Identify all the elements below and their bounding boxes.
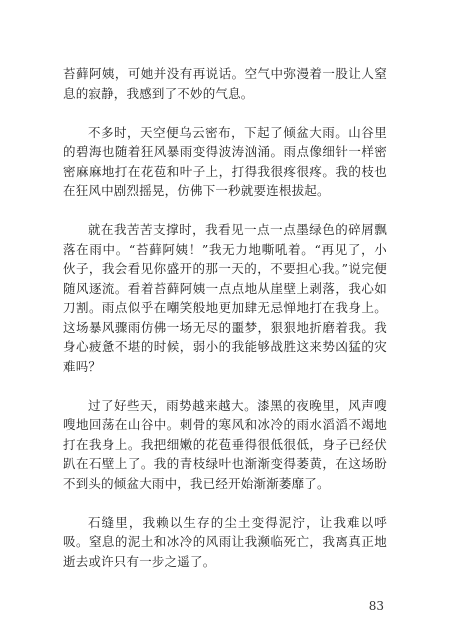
paragraph-4: 过了好些天，雨势越来越大。漆黑的夜晚里，风声嗖嗖地回荡在山谷中。刺骨的寒风和冰冷的雨水滔滔不竭地打在我身上。我把细嫩的花苞垂得很低很低，身子已经伏趴在石壁上了。我的青枝绿叶也渐渐变得萎黄，在这场盼不到头的倾盆大雨中，我已经开始渐渐萎靡了。 — [63, 397, 387, 491]
paragraph-3: 就在我苦苦支撑时，我看见一点一点墨绿色的碎屑飘落在雨中。“苔藓阿姨！”我无力地嘶吼着。“再见了，小伙子，我会看见你盛开的那一天的，不要担心我。”说完便随风逐流。看着苔藓阿姨一点点地从崖壁上剥落，我心如刀割。雨点似乎在嘲笑般地更加肆无忌惮地打在我身上。这场暴风骤雨仿佛一场无尽的噩梦，狠狠地折磨着我。我身心疲惫不堪的时候，弱小的我能够战胜这来势凶猛的灾难吗？ — [63, 222, 387, 374]
paragraph-5: 石缝里，我赖以生存的尘土变得泥泞，让我难以呼吸。窒息的泥土和冰冷的风雨让我濒临死亡，我离真正地逝去或许只有一步之遥了。 — [63, 514, 387, 569]
paragraph-1: 苔藓阿姨，可她并没有再说话。空气中弥漫着一股让人窒息的寂静，我感到了不妙的气息。 — [63, 66, 387, 101]
body-text — [63, 64, 387, 591]
page-number: 83 — [368, 599, 384, 613]
paragraph-2: 不多时，天空便乌云密布，下起了倾盆大雨。山谷里的碧海也随着狂风暴雨变得波涛汹涌。雨点像细针一样密密麻麻地打在花苞和叶子上，打得我很疼很疼。我的枝也在狂风中剧烈摇晃，仿佛下一秒就要连根拔起。 — [63, 124, 387, 198]
